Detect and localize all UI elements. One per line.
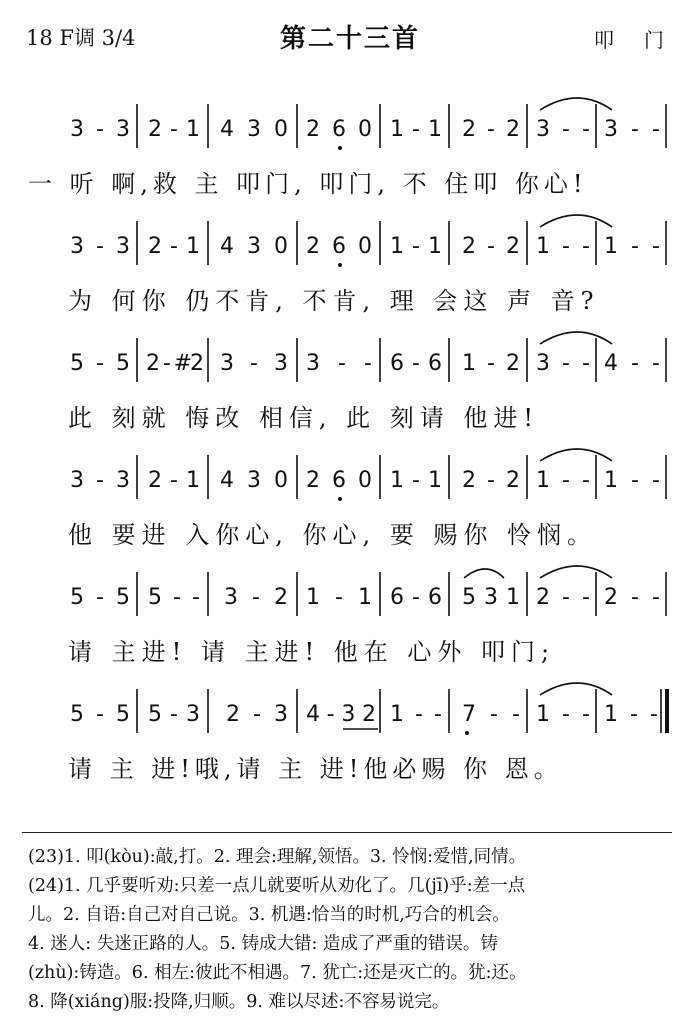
measure-1-3: 4 3 0 — [220, 117, 288, 142]
measure-2-5: 1 - 1 — [390, 234, 442, 259]
measure-4-2: 2 - 1 — [148, 468, 200, 493]
hymn-name: 叩门 — [594, 28, 694, 52]
staff-system-3 — [0, 330, 700, 440]
footnote-line-2: (24)1. 几乎要听劝:只差一点儿就要听从劝化了。几(jī)乎:差一点 — [28, 876, 526, 896]
measure-6-3: 2 - 3 — [226, 702, 288, 727]
measure-3-2: 2 - #2 — [146, 351, 204, 376]
measure-5-2: 5 - - — [148, 585, 200, 610]
lyric-line-3: 此 刻就 悔改 相信, 此 刻请 他进! — [68, 404, 540, 432]
measure-1-6: 2 - 2 — [462, 117, 520, 142]
notation-line-1 — [0, 96, 700, 156]
measure-2-7: 1 - - — [536, 234, 590, 259]
measure-2-3: 4 3 0 — [220, 234, 288, 259]
measure-4-5: 1 - 1 — [390, 468, 442, 493]
measure-5-7: 2 - - — [536, 585, 590, 610]
measure-4-6: 2 - 2 — [462, 468, 520, 493]
staff-system-4 — [0, 447, 700, 557]
measure-1-7: 3 - - — [536, 117, 590, 142]
measure-4-1: 3 - 3 — [70, 468, 130, 493]
measure-2-1: 3 - 3 — [70, 234, 130, 259]
footnote-line-4: 4. 迷人: 失迷正路的人。5. 铸成大错: 造成了严重的错误。铸 — [28, 934, 498, 954]
measure-1-2: 2 - 1 — [148, 117, 200, 142]
measure-3-4: 3 - - — [306, 351, 372, 376]
measure-3-8: 4 - - — [604, 351, 660, 376]
measure-6-6: 7 - - — [462, 702, 520, 727]
footnote-divider — [22, 832, 672, 833]
lyric-line-1: 一 听 啊,救 主 叩门, 叩门, 不 住叩 你心! — [28, 170, 588, 198]
page-title: 第二十三首 — [279, 24, 420, 54]
measure-3-5: 6 - 6 — [390, 351, 442, 376]
measure-5-8: 2 - - — [604, 585, 660, 610]
measure-6-1: 5 - 5 — [70, 702, 130, 727]
measure-4-3: 4 3 0 — [220, 468, 288, 493]
measure-1-5: 1 - 1 — [390, 117, 442, 142]
lyric-line-5: 请 主进! 请 主进! 他在 心外 叩门; — [68, 638, 556, 666]
measure-2-8: 1 - - — [604, 234, 660, 259]
measure-5-1: 5 - 5 — [70, 585, 130, 610]
measure-2-4: 2 6 0 — [306, 234, 372, 259]
measure-5-6: 5 3 1 — [462, 585, 520, 610]
lyric-line-6: 请 主 进!哦,请 主 进!他必赐 你 恩。 — [68, 755, 563, 783]
measure-6-4: 4 - 3 2 — [306, 702, 376, 727]
staff-system-1 — [0, 96, 700, 206]
measure-2-2: 2 - 1 — [148, 234, 200, 259]
measure-3-6: 1 - 2 — [462, 351, 520, 376]
measure-4-4: 2 6 0 — [306, 468, 372, 493]
staff-system-5 — [0, 564, 700, 674]
measure-6-8: 1 - - — [604, 702, 658, 727]
footnote-line-5: (zhù):铸造。6. 相左:彼此不相遇。7. 犹亡:还是灭亡的。犹:还。 — [28, 963, 527, 983]
measure-1-1: 3 - 3 — [70, 117, 130, 142]
notation-line-3 — [0, 330, 700, 390]
measure-5-3: 3 - 2 — [224, 585, 288, 610]
measure-1-4: 2 6 0 — [306, 117, 372, 142]
footnote-line-1: (23)1. 叩(kòu):敲,打。2. 理会:理解,领悟。3. 怜悯:爱惜,同情。 — [28, 847, 527, 867]
measure-5-4: 1 - 1 — [306, 585, 372, 610]
measure-2-6: 2 - 2 — [462, 234, 520, 259]
footnote-line-6: 8. 降(xiáng)服:投降,归顺。9. 难以尽述:不容易说完。 — [28, 992, 450, 1012]
measure-3-3: 3 - 3 — [220, 351, 288, 376]
measure-6-2: 5 - 3 — [148, 702, 200, 727]
measure-4-7: 1 - - — [536, 468, 590, 493]
measure-4-8: 1 - - — [604, 468, 660, 493]
notation-line-2 — [0, 213, 700, 273]
lyric-line-4: 他 要进 入你心, 你心, 要 赐你 怜悯。 — [68, 521, 598, 549]
measure-3-7: 3 - - — [536, 351, 590, 376]
measure-3-1: 5 - 5 — [70, 351, 130, 376]
footnote-line-3: 儿。2. 自语:自己对自己说。3. 机遇:恰当的时机,巧合的机会。 — [28, 905, 510, 925]
header-left: 18 F调 3/4 — [26, 26, 136, 50]
measure-6-5: 1 - - — [390, 702, 442, 727]
notation-line-6 — [0, 681, 700, 741]
notation-line-5 — [0, 564, 700, 624]
lyric-line-2: 为 何你 仍不肯, 不肯, 理 会这 声 音? — [68, 287, 600, 315]
staff-system-2 — [0, 213, 700, 323]
measure-6-7: 1 - - — [536, 702, 590, 727]
staff-system-6 — [0, 681, 700, 791]
measure-5-5: 6 - 6 — [390, 585, 442, 610]
notation-line-4 — [0, 447, 700, 507]
measure-1-8: 3 - - — [604, 117, 660, 142]
